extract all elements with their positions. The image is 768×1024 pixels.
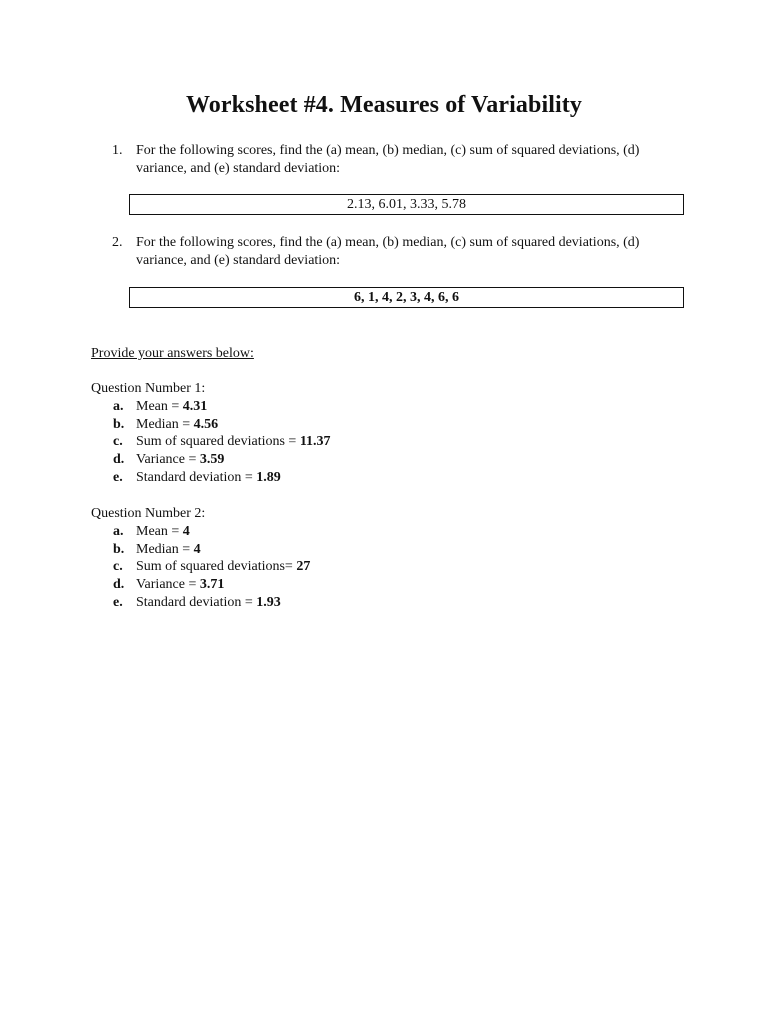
answer-value: 1.89 xyxy=(256,469,281,485)
answer-set-2-list xyxy=(91,523,310,611)
question-2-scores-box: 6, 1, 4, 2, 3, 4, 6, 6 xyxy=(129,287,684,308)
answer-letter: c. xyxy=(113,559,123,575)
answer-label: Variance = xyxy=(136,577,200,593)
answer-letter: a. xyxy=(113,524,124,539)
answer-value: 4.56 xyxy=(193,416,219,432)
answer-value: 3.71 xyxy=(199,577,225,593)
answer-set-2-heading: Question Number 2: xyxy=(91,506,206,521)
question-2-number: 2. xyxy=(112,235,123,250)
answer-label: Median = xyxy=(136,416,194,432)
answer-letter: e. xyxy=(113,594,123,610)
answer-item xyxy=(91,451,331,469)
answers-prompt: Provide your answers below: xyxy=(91,346,254,361)
answer-value: 4 xyxy=(193,541,201,557)
answer-item xyxy=(91,469,331,487)
answer-value: 1.93 xyxy=(256,594,281,610)
answer-value: 4 xyxy=(182,524,190,539)
answer-item xyxy=(91,558,310,576)
question-1-scores-box: 2.13, 6.01, 3.33, 5.78 xyxy=(129,194,684,215)
answer-item xyxy=(91,594,310,612)
question-2-text: For the following scores, find the (a) mean, (b) median, (c) sum of squared deviations, (d) variance, and (e) standard deviation: xyxy=(136,235,640,268)
answer-item xyxy=(91,541,310,559)
answer-label: Standard deviation = xyxy=(136,594,257,610)
answer-set-1 xyxy=(91,380,331,486)
answer-item xyxy=(91,523,310,541)
answer-value: 3.59 xyxy=(199,452,225,468)
answer-set-2 xyxy=(91,505,310,611)
worksheet-title: Worksheet #4. Measures of Variability xyxy=(186,92,582,118)
answer-label: Sum of squared deviations= xyxy=(136,559,297,575)
answer-value: 11.37 xyxy=(299,434,331,450)
answer-item xyxy=(91,398,331,416)
answer-label: Sum of squared deviations = xyxy=(136,434,300,450)
question-1-number: 1. xyxy=(112,143,123,158)
answer-label: Mean = xyxy=(136,399,183,414)
answer-label: Median = xyxy=(136,541,194,557)
answer-letter: e. xyxy=(113,469,123,485)
answer-value: 27 xyxy=(296,559,311,575)
answer-value: 4.31 xyxy=(182,399,208,414)
answer-label: Mean = xyxy=(136,524,183,539)
answer-item xyxy=(91,416,331,434)
answer-letter: d. xyxy=(113,577,125,593)
answer-letter: b. xyxy=(113,416,125,432)
answer-item xyxy=(91,576,310,594)
answer-set-1-heading: Question Number 1: xyxy=(91,381,206,396)
answer-label: Standard deviation = xyxy=(136,469,257,485)
answer-letter: a. xyxy=(113,399,124,414)
answer-item xyxy=(91,433,331,451)
answer-letter: c. xyxy=(113,434,123,450)
answer-letter: b. xyxy=(113,541,125,557)
answer-letter: d. xyxy=(113,452,125,468)
answer-label: Variance = xyxy=(136,452,200,468)
answer-set-1-list xyxy=(91,398,331,486)
question-1-text: For the following scores, find the (a) mean, (b) median, (c) sum of squared deviations, (d) variance, and (e) standard deviation: xyxy=(136,143,640,176)
